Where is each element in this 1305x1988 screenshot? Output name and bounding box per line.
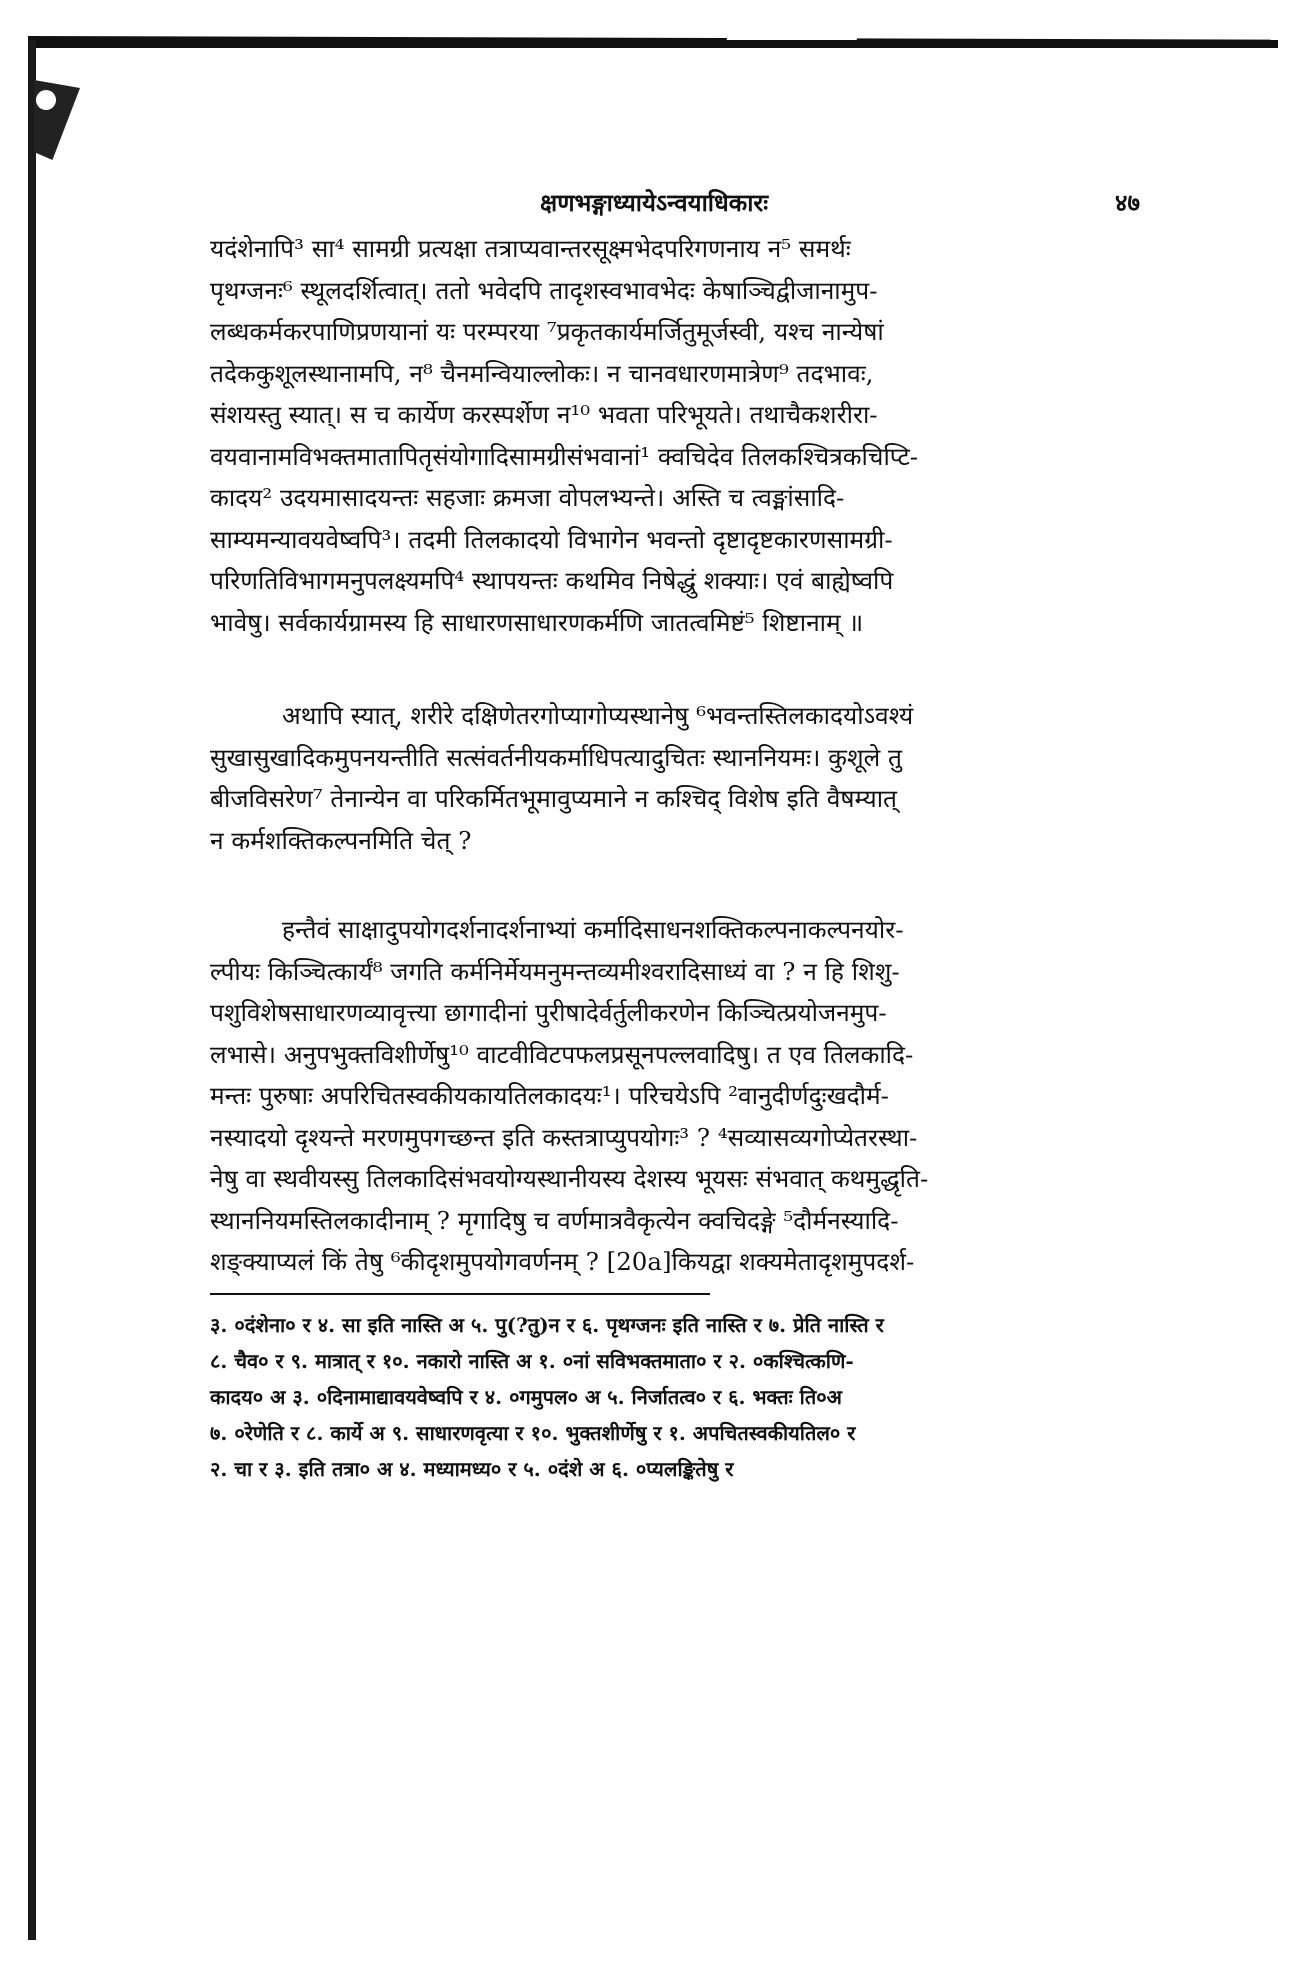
footnote-divider — [210, 1293, 710, 1295]
footnote-line: कादय० अ ३. ०दिनामाद्यावयवेष्वपि र ४. ०गमुपल० अ ५. निर्जातत्व० र ६. भक्तः ति०अ — [210, 1384, 842, 1409]
text-line: यदंशेनापि³ सा⁴ सामग्री प्रत्यक्षा तत्राप्यवान्तरसूक्ष्मभेदपरिगणनाय न⁵ समर्थः — [210, 234, 851, 263]
text-line: स्थाननियमस्तिलकादीनाम् ? मृगादिषु च वर्णमात्रवैकृत्येन क्वचिदङ्गे ⁵दौर्मनस्यादि- — [210, 1205, 899, 1235]
paragraph-2 — [210, 695, 1150, 861]
text-line: नस्यादयो दृश्यन्ते मरणमुपगच्छन्त इति कस्तत्राप्युपयोगः³ ? ⁴सव्यासव्यगोप्येतरस्था- — [210, 1122, 918, 1152]
text-line: परिणतिविभागमनुपलक्ष्यमपि⁴ स्थापयन्तः कथमिव निषेद्धुं शक्याः। एवं बाह्येष्वपि — [210, 566, 894, 595]
text-line: पशुविशेषसाधारणव्यावृत्त्या छागादीनां पुरीषादेर्वर्तुलीकरणेन किञ्चित्प्रयोजनमुप- — [210, 998, 887, 1027]
running-head-title: क्षणभङ्गाध्यायेऽन्वयाधिकारः — [540, 188, 769, 217]
text-line: लब्धकर्मकरपाणिप्रणयानां यः परम्परया ⁷प्रकृतकार्यमर्जितुमूर्जस्वी, यश्च नान्येषां — [210, 317, 884, 346]
text-line: साम्यमन्यावयवेष्वपि³। तदमी तिलकादयो विभागेन भवन्तो दृष्टादृष्टकारणसामग्री- — [210, 524, 893, 554]
text-line: शङ्क्याप्यलं किं तेषु ⁶कीदृशमुपयोगवर्णनम् ? [20a]कियद्वा शक्यमेतादृशमुपदर्श- — [210, 1247, 915, 1276]
text-line: पृथग्जनः⁶ स्थूलदर्शित्वात्। ततो भवेदपि तादृशस्वभावभेदः केषाञ्चिद्वीजानामुप- — [210, 275, 878, 305]
paragraph-3 — [210, 909, 1150, 1283]
text-line: बीजविसरेण⁷ तेनान्येन वा परिकर्मितभूमावुप्यमाने न कश्चिद् विशेष इति वैषम्यात् — [210, 784, 898, 813]
paragraph-1 — [210, 228, 1150, 643]
text-line: अथापि स्यात्, शरीरे दक्षिणेतरगोप्यागोप्यस्थानेषु ⁶भवन्तस्तिलकादयोऽवश्यं — [282, 701, 914, 730]
text-line: मन्तः पुरुषाः अपरिचितस्वकीयकायतिलकादयः¹। परिचयेऽपि ²वानुदीर्णदुःखदौर्म- — [210, 1081, 889, 1110]
footnote-line: ८. चैव० र ९. मात्रात् र १०. नकारो नास्ति अ १. ०नां सविभक्तमाता० र २. ०कश्चित्कणि- — [210, 1348, 854, 1373]
footnotes — [210, 1307, 1150, 1487]
scan-top-bar — [28, 36, 1278, 48]
scan-top-border — [28, 32, 1278, 48]
scan-binding-hole — [36, 90, 56, 110]
text-line: भावेषु। सर्वकार्यग्रामस्य हि साधारणसाधारणकर्मणि जातत्वमिष्टं⁵ शिष्टानाम् ॥ — [210, 607, 864, 637]
text-line: वयवानामविभक्तमातापितृसंयोगादिसामग्रीसंभवानां¹ क्वचिदेव तिलकश्चित्रकचिप्टि- — [210, 441, 919, 471]
text-line: ल्पीयः किञ्चित्कार्यं⁸ जगति कर्मनिर्मेयमनुमन्तव्यमीश्वरादिसाध्यं वा ? न हि शिशु- — [210, 956, 900, 986]
text-line: तदेककुशूलस्थानामपि, न⁸ चैनमन्वियाल्लोकः। न चानवधारणमात्रेण⁹ तदभावः, — [210, 358, 874, 388]
page-number: ४७ — [1115, 188, 1140, 217]
scan-top-bar-gap — [727, 32, 860, 40]
footnote-line: ७. ०रेणेति र ८. कार्ये अ ९. साधारणवृत्या र १०. भुक्तशीर्णेषु र १. अपचितस्वकीयतिल० र — [210, 1420, 856, 1445]
scan-left-border — [28, 40, 36, 1940]
footnote-line: ३. ०दंशेना० र ४. सा इति नास्ति अ ५. पु(?तु)न र ६. पृथग्जनः इति नास्ति र ७. प्रेति नास्ति र — [210, 1312, 884, 1337]
running-head — [210, 180, 1150, 228]
text-line: हन्तैवं साक्षादुपयोगदर्शनादर्शनाभ्यां कर्मादिसाधनशक्तिकल्पनाकल्पनयोर- — [282, 915, 904, 944]
text-line: कादय² उदयमासादयन्तः सहजाः क्रमजा वोपलभ्यन्ते। अस्ति च त्वङ्मांसादि- — [210, 483, 845, 512]
text-line: नेषु वा स्थवीयस्सु तिलकादिसंभवयोग्यस्थानीयस्य देशस्य भूयसः संभवात् कथमुद्धृति- — [210, 1164, 929, 1193]
text-line: संशयस्तु स्यात्। स च कार्येण करस्पर्शेण न¹⁰ भवता परिभूयते। तथाचैकशरीरा- — [210, 400, 878, 429]
footnote-line: २. चा र ३. इति तत्रा० अ ४. मध्यामध्य० र ५. ०दंशे अ ६. ०प्यलङ्कितेषु र — [210, 1456, 734, 1481]
page-content — [210, 180, 1150, 1487]
text-line: सुखासुखादिकमुपनयन्तीति सत्संवर्तनीयकर्माधिपत्यादुचितः स्थाननियमः। कुशूले तु — [210, 742, 902, 772]
text-line: न कर्मशक्तिकल्पनमिति चेत् ? — [210, 825, 472, 855]
text-line: लभासे। अनुपभुक्तविशीर्णेषु¹⁰ वाटवीविटपफलप्रसूनपल्लवादिषु। त एव तिलकादि- — [210, 1039, 914, 1069]
